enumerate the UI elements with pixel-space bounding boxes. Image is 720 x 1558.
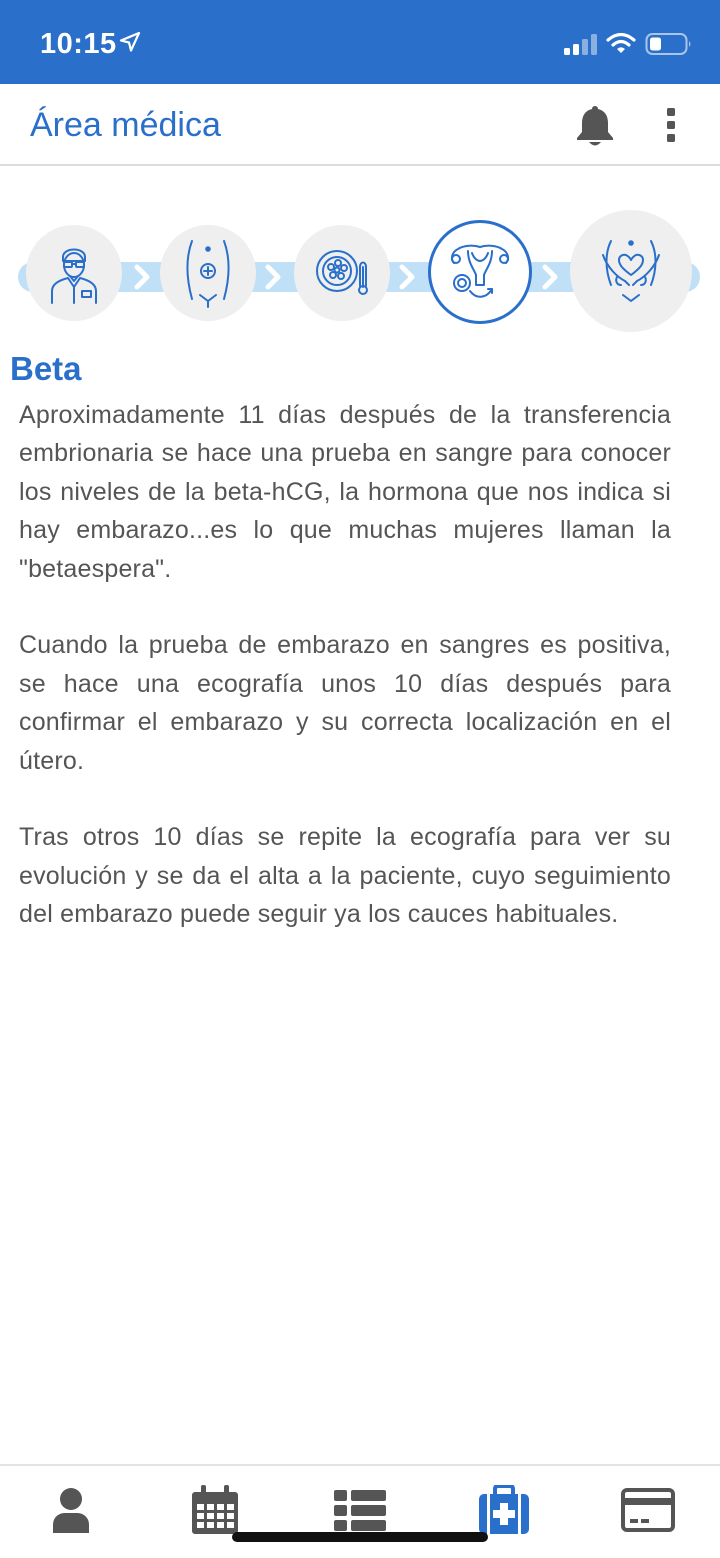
status-bar bbox=[0, 0, 720, 84]
app-header bbox=[0, 84, 720, 166]
battery-icon bbox=[645, 32, 693, 56]
nav-profile[interactable] bbox=[43, 1484, 99, 1536]
paragraph: Aproximadamente 11 días después de la transferencia embrionaria se hace una prueba en sangre para conocer los niveles de la beta-hCG, la hormona que nos indica si hay embarazo...es lo que muchas mujeres llaman la "betaespera". bbox=[19, 401, 671, 583]
pregnancy-heart-icon bbox=[593, 233, 669, 309]
step-embryo[interactable] bbox=[294, 225, 390, 321]
page-title: Área médica bbox=[30, 106, 221, 144]
more-vertical-icon[interactable] bbox=[658, 106, 684, 144]
status-time: 10:15 bbox=[40, 28, 117, 60]
uterus-icon bbox=[446, 239, 514, 305]
nav-calendar[interactable] bbox=[187, 1484, 243, 1536]
chevron-right-icon bbox=[396, 263, 420, 291]
calendar-icon bbox=[190, 1484, 240, 1536]
home-indicator bbox=[232, 1532, 488, 1542]
step-doctor[interactable] bbox=[26, 225, 122, 321]
location-arrow-icon bbox=[118, 30, 142, 54]
treatment-steps bbox=[0, 200, 720, 350]
doctor-icon bbox=[44, 241, 104, 305]
belly-icon bbox=[178, 237, 238, 309]
paragraph: Cuando la prueba de embarazo en sangres es positiva, se hace una ecografía unos 10 días después para confirmar el embarazo y su correcta localización en el útero. bbox=[19, 631, 671, 775]
bottom-nav bbox=[0, 1464, 720, 1558]
chevron-right-icon bbox=[131, 263, 155, 291]
step-uterus[interactable] bbox=[428, 220, 532, 324]
chevron-right-icon bbox=[262, 263, 286, 291]
step-pregnancy[interactable] bbox=[570, 210, 692, 332]
nav-card[interactable] bbox=[620, 1484, 676, 1536]
medical-kit-icon bbox=[478, 1485, 530, 1535]
nav-medical[interactable] bbox=[476, 1484, 532, 1536]
signal-icon bbox=[562, 33, 600, 55]
list-icon bbox=[334, 1488, 386, 1532]
chevron-right-icon bbox=[539, 263, 563, 291]
section-title: Beta bbox=[10, 350, 82, 387]
embryo-culture-icon bbox=[309, 241, 375, 305]
step-belly[interactable] bbox=[160, 225, 256, 321]
wifi-icon bbox=[606, 31, 636, 55]
nav-list[interactable] bbox=[332, 1484, 388, 1536]
bell-icon[interactable] bbox=[574, 104, 616, 148]
section-content bbox=[19, 396, 671, 972]
paragraph: Tras otros 10 días se repite la ecografía para ver su evolución y se da el alta a la paciente, cuyo seguimiento del embarazo puede seguir ya los cauces habituales. bbox=[19, 823, 671, 929]
user-icon bbox=[51, 1487, 91, 1533]
credit-card-icon bbox=[621, 1488, 675, 1532]
